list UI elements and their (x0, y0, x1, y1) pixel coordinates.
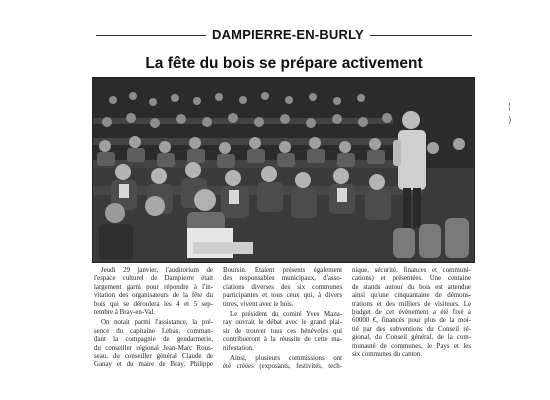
text-line: Ainsi, plusieurs commissions ont (230, 355, 342, 363)
text-line: de stands autour du bois est attendue (352, 283, 471, 291)
text-line: seau, du conseiller général Claude de (94, 353, 213, 361)
article-photo (92, 77, 475, 263)
text-line: largement garni pour répondre à l'in- (94, 283, 213, 291)
text-line: munauté de communes, le Pays et les (352, 342, 471, 350)
text-line: contribueront à la réussite de cette ma- (223, 336, 342, 344)
text-line: On notait parmi l'assistance, la pré- (101, 319, 213, 327)
text-line: des responsables municipaux, d'asso- (223, 275, 342, 283)
text-line: ainsi qu'une cinquantaine de démons- (352, 292, 471, 300)
text-line: vitation des organisateurs de la fête du (94, 292, 213, 300)
text-line: nifestation. (223, 344, 254, 352)
text-line: gional, du Conseil général, de la com- (352, 334, 471, 342)
text-line: bois qui se déroulera les 4 et 5 sep- (94, 300, 213, 308)
text-line: tembre à Bray-en-Val. (94, 309, 156, 317)
article-column-2 (223, 267, 342, 372)
text-line: six communes du canton. (352, 351, 423, 359)
text-line: budget de cet évènement a été fixé à (352, 309, 471, 317)
text-line: sence du capitaine Lebas, comman- (94, 327, 213, 335)
text-line: nique, sécurité, finances et communi- (352, 267, 471, 274)
text-line: dant la compagnie de gendarmerie, (94, 336, 213, 344)
article-headline: La fête du bois se prépare activement (145, 55, 423, 72)
margin-mark: ¦ ) (508, 102, 512, 126)
text-line: participantes et tous ceux qui, à divers (223, 292, 342, 300)
text-line: été créées (exposants, festivités, tech- (223, 363, 342, 371)
article-body (94, 267, 472, 379)
text-line: Boursin. Etaient présents également (223, 267, 342, 274)
article-column-1 (94, 267, 213, 370)
text-line: 60000 €, financés pour plus de la moi- (352, 317, 471, 325)
section-title: DAMPIERRE-EN-BURLY (206, 26, 370, 44)
text-line: trations et des milliers de visiteurs. Le (352, 300, 471, 308)
article-column-3 (352, 267, 471, 359)
text-line: tié par des subventions du Conseil ré- (352, 325, 471, 333)
text-line: ciations diverses des six communes (223, 283, 342, 291)
text-line: ray ouvrait le débat avec le grand plai- (223, 319, 342, 327)
text-line: cations) et présentées. Une centaine (352, 275, 471, 283)
text-line: Ganay et du maire de Bray, Philippe (94, 361, 213, 369)
text-line: Le président du comité Yves Mazu- (230, 311, 342, 319)
text-line: l'espace culturel de Dampierre était (94, 275, 213, 283)
section-header (96, 24, 472, 46)
text-line: Jeudi 29 janvier, l'auditorium de (101, 267, 213, 274)
text-line: du conseiller régional Jean-Marc Rous- (94, 344, 213, 352)
text-line: titres, vivent avec le bois. (223, 300, 294, 308)
text-line: sir de trouver tous ces bénévoles qui (223, 327, 342, 335)
